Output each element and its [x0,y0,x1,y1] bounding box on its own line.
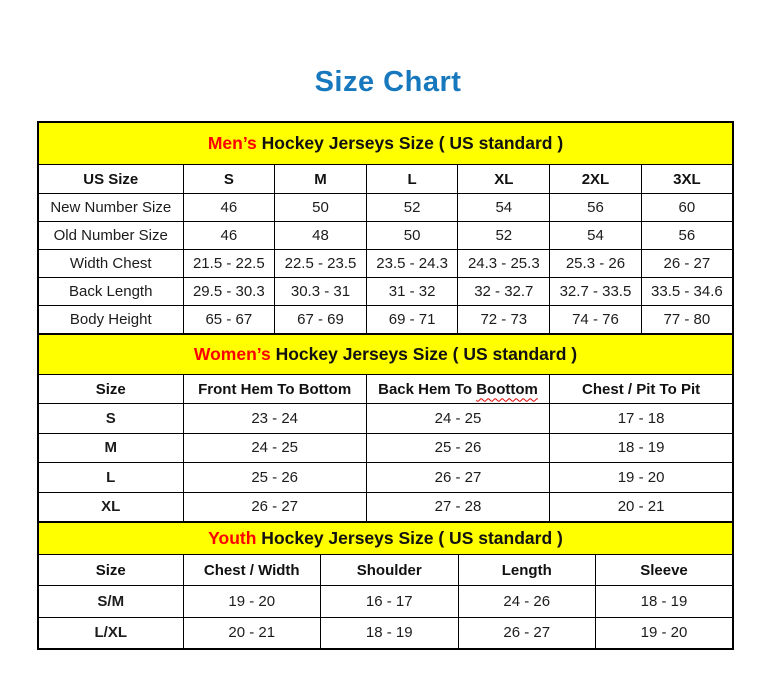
size-value-cell: 46 [183,222,275,250]
size-value-cell: 46 [183,194,275,222]
womens-header-row [38,375,733,404]
table-row [38,222,733,250]
size-value-cell: 16 - 17 [321,586,459,618]
womens-band-title [38,334,733,375]
womens-column-header: Size [38,375,183,404]
misspelled-word: Boottom [476,380,538,398]
size-value-cell: 30.3 - 31 [275,278,367,306]
table-row [38,586,733,618]
youth-band-text: Hockey Jerseys Size ( US standard ) [256,528,563,548]
size-value-cell: 25 - 26 [183,463,366,493]
womens-column-header: Back Hem To Boottom [366,375,549,404]
youth-column-header: Length [458,555,596,586]
size-value-cell: 32 - 32.7 [458,278,550,306]
size-value-cell: 26 - 27 [183,492,366,522]
mens-column-header: 2XL [550,165,642,194]
size-value-cell: 65 - 67 [183,306,275,335]
youth-table-band [38,522,733,555]
size-value-cell: 72 - 73 [458,306,550,335]
size-value-cell: 18 - 19 [596,586,734,618]
table-row [38,433,733,463]
size-value-cell: 31 - 32 [366,278,458,306]
mens-column-header: XL [458,165,550,194]
row-label: XL [38,492,183,522]
size-value-cell: 23 - 24 [183,404,366,434]
size-value-cell: 24 - 26 [458,586,596,618]
womens-column-header: Chest / Pit To Pit [550,375,733,404]
size-value-cell: 26 - 27 [641,250,733,278]
mens-column-header: L [366,165,458,194]
size-value-cell: 48 [275,222,367,250]
womens-column-header: Front Hem To Bottom [183,375,366,404]
table-row [38,278,733,306]
size-value-cell: 18 - 19 [550,433,733,463]
youth-band-accent: Youth [208,528,257,548]
table-row [38,250,733,278]
size-value-cell: 20 - 21 [550,492,733,522]
mens-column-header: 3XL [641,165,733,194]
mens-band-text: Hockey Jerseys Size ( US standard ) [256,133,564,153]
youth-column-header: Shoulder [321,555,459,586]
row-label: Old Number Size [38,222,183,250]
size-value-cell: 77 - 80 [641,306,733,335]
size-value-cell: 27 - 28 [366,492,549,522]
row-label: Body Height [38,306,183,335]
size-value-cell: 29.5 - 30.3 [183,278,275,306]
table-row [38,492,733,522]
size-value-cell: 56 [550,194,642,222]
page-title: Size Chart [314,66,462,98]
size-value-cell: 74 - 76 [550,306,642,335]
table-row [38,306,733,335]
size-value-cell: 25.3 - 26 [550,250,642,278]
size-value-cell: 23.5 - 24.3 [366,250,458,278]
mens-table-band [38,122,733,165]
row-label: Back Length [38,278,183,306]
row-label: L [38,463,183,493]
youth-size-table [37,521,734,650]
size-value-cell: 19 - 20 [550,463,733,493]
youth-column-header: Chest / Width [183,555,321,586]
table-row [38,194,733,222]
womens-band-text: Hockey Jerseys Size ( US standard ) [270,344,578,364]
size-value-cell: 24 - 25 [183,433,366,463]
row-label: L/XL [38,617,183,649]
mens-header-row [38,165,733,194]
youth-column-header: Size [38,555,183,586]
size-value-cell: 25 - 26 [366,433,549,463]
mens-column-header: M [275,165,367,194]
mens-size-table [37,121,734,335]
row-label: S [38,404,183,434]
size-value-cell: 20 - 21 [183,617,321,649]
size-value-cell: 33.5 - 34.6 [641,278,733,306]
size-value-cell: 54 [550,222,642,250]
size-value-cell: 56 [641,222,733,250]
table-row [38,463,733,493]
row-label: S/M [38,586,183,618]
mens-band-accent: Men’s [207,133,257,153]
youth-band-title [38,522,733,555]
mens-column-header: S [183,165,275,194]
womens-size-table [37,333,734,523]
table-row [38,404,733,434]
size-value-cell: 26 - 27 [366,463,549,493]
size-value-cell: 52 [458,222,550,250]
mens-band-title [38,122,733,165]
womens-band-accent: Women’s [193,344,271,364]
size-tables [37,121,734,650]
size-value-cell: 24 - 25 [366,404,549,434]
row-label: M [38,433,183,463]
size-value-cell: 50 [366,222,458,250]
size-value-cell: 60 [641,194,733,222]
size-value-cell: 18 - 19 [321,617,459,649]
mens-column-header: US Size [38,165,183,194]
size-value-cell: 69 - 71 [366,306,458,335]
youth-header-row [38,555,733,586]
size-value-cell: 26 - 27 [458,617,596,649]
size-value-cell: 22.5 - 23.5 [275,250,367,278]
size-value-cell: 21.5 - 22.5 [183,250,275,278]
row-label: Width Chest [38,250,183,278]
table-row [38,617,733,649]
youth-column-header: Sleeve [596,555,734,586]
size-value-cell: 19 - 20 [183,586,321,618]
size-value-cell: 32.7 - 33.5 [550,278,642,306]
size-value-cell: 19 - 20 [596,617,734,649]
womens-table-band [38,334,733,375]
size-value-cell: 52 [366,194,458,222]
size-value-cell: 54 [458,194,550,222]
size-value-cell: 50 [275,194,367,222]
size-value-cell: 24.3 - 25.3 [458,250,550,278]
row-label: New Number Size [38,194,183,222]
size-value-cell: 67 - 69 [275,306,367,335]
size-value-cell: 17 - 18 [550,404,733,434]
